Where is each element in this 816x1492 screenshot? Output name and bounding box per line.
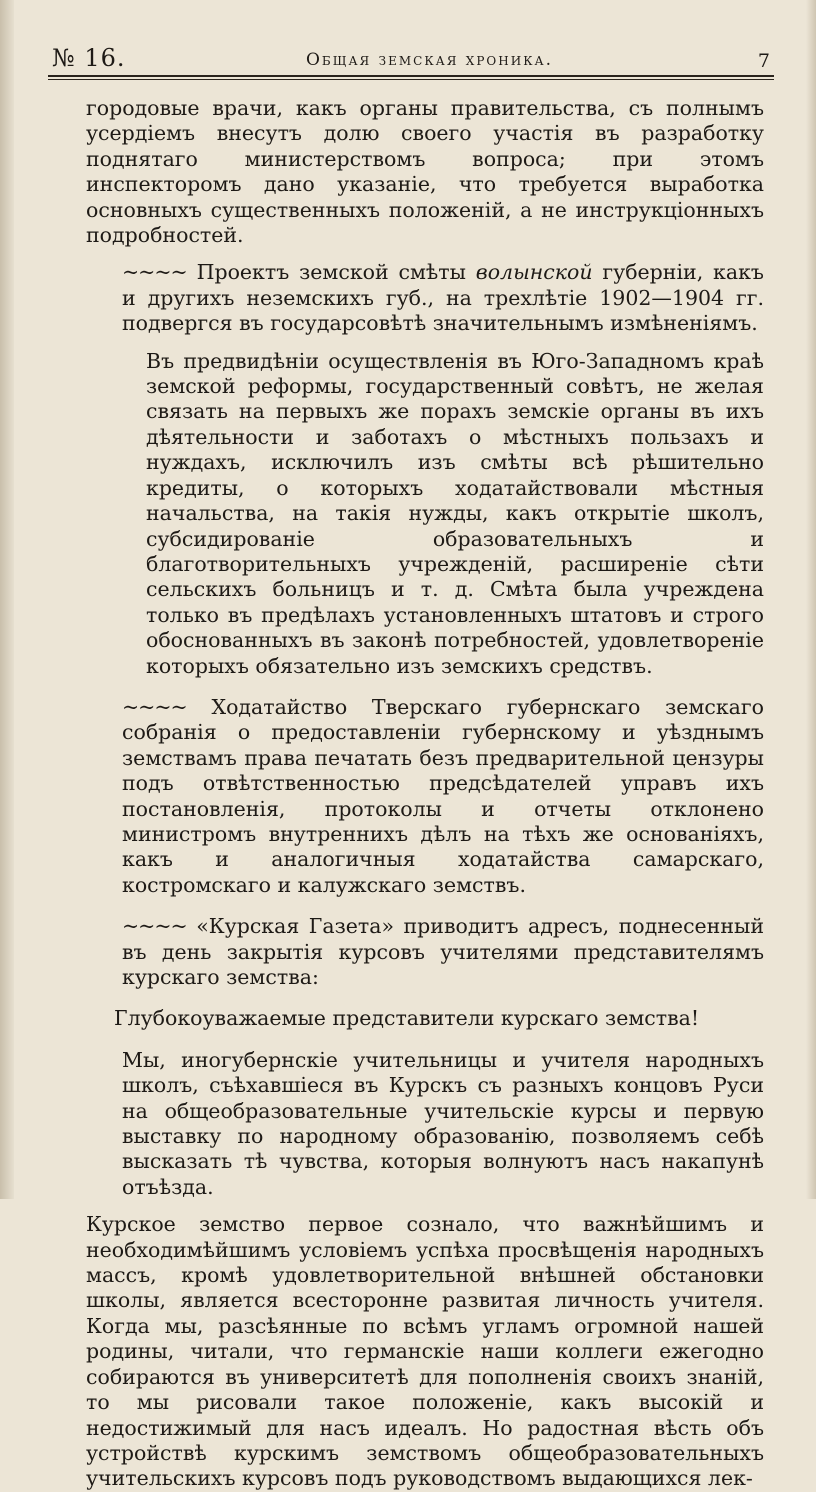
issue-number: № 16. xyxy=(52,44,126,72)
paragraph-3: Въ предвидѣніи осуществленія въ Юго-Западномъ краѣ земской реформы, государственный совѣтъ, не желая связать на первыхъ же порахъ земскіе органы въ ихъ дѣятельности и заботахъ о мѣстныхъ пользахъ и нуждахъ, исключилъ изъ смѣты всѣ рѣшительно кредиты, о которыхъ ходатайствовали мѣстныя начальства, на такія нужды, какъ открытіе школъ, субсидированіе образовательныхъ и благотворительныхъ учрежденій, расширеніе сѣти сельскихъ больницъ и т. д. Смѣта была учреждена только въ предѣлахъ установленныхъ штатовъ и строго обоснованныхъ въ законѣ потребностей, удовлетвореніе которыхъ обязательно изъ земскихъ средствъ. xyxy=(146,348,764,678)
article-body xyxy=(86,96,764,1492)
header-rule xyxy=(48,75,774,77)
ornament-icon: ~~~~ xyxy=(122,260,187,285)
paragraph-2-italic: волынской xyxy=(475,260,593,285)
paragraph-1: городовые врачи, какъ органы правительства, съ полнымъ усердіемъ внесутъ долю своего участія въ разработку поднятаго министерствомъ вопроса; при этомъ инспекторомъ дано указаніе, что требуется выработка основныхъ существенныхъ положеній, а не инструкціонныхъ подробностей. xyxy=(86,96,764,248)
paragraph-8: Курское земство первое сознало, что важнѣйшимъ и необходимѣйшимъ условіемъ успѣха просвѣщенія народныхъ массъ, кромѣ удовлетворительной внѣшней обстановки школы, является всесторонне развитая личность учителя. Когда мы, разсѣянные по всѣмъ угламъ огромной нашей родины, читали, что германскіе наши коллеги ежегодно собираются въ университетѣ для пополненія своихъ знаній, то мы рисовали такое положеніе, какъ высокій и недостижимый для насъ идеалъ. Но радостная вѣсть объ устройствѣ курскимъ земствомъ общеобразовательныхъ учительскихъ курсовъ подъ руководствомъ выдающихся лек- xyxy=(86,1212,764,1491)
ornament-icon: ~~~~ xyxy=(122,694,187,719)
paragraph-4-text: Ходатайство Тверскаго губернскаго земскаго собранія о предоставленіи губернскому и уѣзднымъ земствамъ права печатать безъ предварительной цензуры подъ отвѣтственностью предсѣдателей управъ ихъ постановленія, протоколы и отчеты отклонено министромъ внутреннихъ дѣлъ на тѣхъ же основаніяхъ, какъ и аналогичныя ходатайства самарскаго, костромскаго и калужскаго земствъ. xyxy=(122,694,764,897)
ornament-icon: ~~~~ xyxy=(122,914,187,939)
paragraph-7: Мы, иногубернскіе учительницы и учителя народныхъ школъ, съѣхавшіеся въ Курскъ съ разныхъ концовъ Руси на общеобразовательные учительскіе курсы и первую выставку по народному образованію, позволяемъ себѣ высказать тѣ чувства, которыя волнуютъ насъ накапунѣ отъѣзда. xyxy=(122,1047,764,1199)
running-title: Общая земская хроника. xyxy=(306,50,553,70)
paragraph-2-lead: Проектъ земской смѣты xyxy=(196,260,466,285)
page-header xyxy=(48,42,774,82)
paragraph-2 xyxy=(86,260,764,336)
page-edge-left xyxy=(0,0,14,1199)
page-number: 7 xyxy=(757,50,770,72)
page-edge-right xyxy=(806,0,816,1199)
paragraph-5 xyxy=(86,914,764,990)
salutation: Глубокоуважаемые представители курскаго земства! xyxy=(114,1006,700,1031)
paragraph-2-rest: губерніи, какъ и другихъ неземскихъ губ., на трехлѣтіе 1902—1904 гг. подвергся въ государсовѣтѣ значительнымъ измѣненіямъ. xyxy=(122,260,764,336)
paragraph-5-text: «Курская Газета» приводитъ адресъ, поднесенный въ день закрытія курсовъ учителями представителямъ курскаго земства: xyxy=(122,914,764,989)
header-rule-thin xyxy=(48,79,774,80)
paragraph-4 xyxy=(86,695,764,898)
